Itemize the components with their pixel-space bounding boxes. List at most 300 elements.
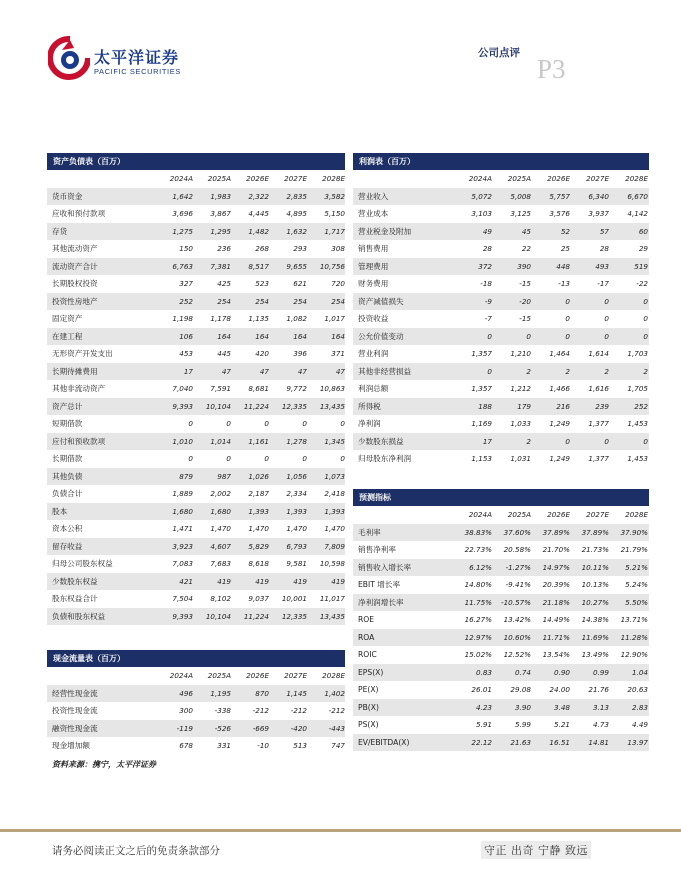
row-label: 现金增加额 [52, 741, 90, 751]
table-row [47, 573, 345, 591]
row-value: 445 [217, 349, 231, 359]
row-value: 1,275 [172, 226, 193, 236]
row-value: 1,470 [324, 524, 345, 534]
table-row [47, 275, 345, 293]
row-value: 519 [634, 261, 648, 271]
row-label: 少数股东损益 [358, 436, 404, 446]
row-label: 所得税 [358, 401, 381, 411]
row-value: 448 [556, 261, 570, 271]
row-value: 453 [179, 349, 193, 359]
row-label: 其他流动资产 [52, 244, 98, 254]
row-value: 1,357 [471, 384, 492, 394]
row-label: 营业成本 [358, 209, 389, 219]
year-header-cell: 2028E [322, 671, 345, 681]
row-value: 300 [179, 706, 193, 716]
row-label: 营业利润 [358, 349, 389, 359]
row-value: 2 [604, 366, 609, 376]
row-value: -119 [176, 723, 193, 733]
row-value: 14.97% [542, 562, 570, 572]
row-value: 425 [217, 279, 231, 289]
row-value: 0 [604, 314, 609, 324]
row-value: -18 [480, 279, 492, 289]
row-value: 327 [179, 279, 193, 289]
row-value: 2 [526, 366, 531, 376]
year-header-cell: 2027E [284, 671, 307, 681]
row-value: 0 [302, 419, 307, 429]
row-label: ROA [358, 632, 375, 642]
row-label: 长期借款 [52, 454, 83, 464]
row-value: 13.54% [542, 650, 570, 660]
row-value: 1,983 [210, 191, 231, 201]
row-value: 3,103 [471, 209, 492, 219]
row-value: 164 [293, 331, 307, 341]
row-value: -20 [519, 296, 531, 306]
row-value: 9,772 [286, 384, 307, 394]
row-value: 20.58% [503, 545, 531, 555]
table-row [47, 608, 345, 626]
table-row [47, 555, 345, 573]
row-value: 1,680 [210, 506, 231, 516]
row-value: 6,670 [627, 191, 648, 201]
row-label: 销售收入增长率 [358, 562, 412, 572]
row-value: 1,278 [286, 436, 307, 446]
row-label: PB(X) [358, 702, 379, 712]
row-value: 0 [487, 366, 492, 376]
pacific-logo-icon [48, 36, 90, 82]
table-row [353, 611, 649, 629]
footer-disclaimer: 请务必阅读正文之后的免责条款部分 [52, 845, 220, 857]
row-value: 8,517 [248, 261, 269, 271]
row-label: 营业收入 [358, 191, 389, 201]
row-label: 短期借款 [52, 419, 83, 429]
row-value: 29 [638, 244, 648, 254]
row-value: -9.41% [505, 580, 531, 590]
row-value: 150 [179, 244, 193, 254]
row-value: 0 [340, 419, 345, 429]
year-header-cell: 2028E [625, 174, 648, 184]
row-label: 股东权益合计 [52, 594, 98, 604]
row-value: 13,435 [319, 401, 345, 411]
row-label: 财务费用 [358, 279, 389, 289]
row-value: -9 [484, 296, 492, 306]
year-header-row [353, 506, 649, 524]
footer-divider [0, 829, 681, 832]
row-value: 3,867 [210, 209, 231, 219]
row-value: 8,102 [210, 594, 231, 604]
row-value: 0 [643, 314, 648, 324]
row-value: -17 [597, 279, 609, 289]
row-value: 1,161 [248, 436, 269, 446]
year-header-cell: 2025A [507, 174, 531, 184]
row-value: 2.83 [631, 702, 648, 712]
row-value: 11.69% [581, 632, 609, 642]
table-row [353, 664, 649, 682]
row-value: 0 [188, 419, 193, 429]
row-value: 28 [599, 244, 609, 254]
row-value: 29.08 [510, 685, 531, 695]
row-value: 1,393 [248, 506, 269, 516]
row-value: 14.81 [588, 737, 609, 747]
row-value: 3,937 [588, 209, 609, 219]
row-label: 归母股东净利润 [358, 454, 412, 464]
row-value: -10.57% [501, 597, 531, 607]
table-row [353, 433, 649, 451]
year-header-cell: 2026E [547, 510, 570, 520]
row-value: 0 [604, 331, 609, 341]
forecast-indicators-table [353, 489, 649, 751]
row-value: 1,470 [210, 524, 231, 534]
row-value: 1,464 [549, 349, 570, 359]
row-value: 10.13% [581, 580, 609, 590]
table-row [47, 468, 345, 486]
table-row [353, 310, 649, 328]
row-value: 6.12% [469, 562, 492, 572]
year-header-row [353, 170, 649, 188]
row-value: 2,002 [210, 489, 231, 499]
table-row [47, 433, 345, 451]
row-label: 利润总额 [358, 384, 389, 394]
row-value: 1,453 [627, 419, 648, 429]
table-row [47, 503, 345, 521]
table-title: 预测指标 [353, 489, 649, 506]
source-note: 资料来源：携宁，太平洋证券 [52, 760, 156, 769]
row-label: 货币资金 [52, 191, 83, 201]
row-value: 38.83% [464, 527, 492, 537]
row-value: 1,031 [510, 454, 531, 464]
table-row [353, 293, 649, 311]
table-row [47, 538, 345, 556]
row-value: 5.21% [625, 562, 648, 572]
logo-text-en: PACIFIC SECURITIES [94, 67, 181, 76]
row-value: 254 [255, 296, 269, 306]
table-row [47, 398, 345, 416]
row-value: 254 [293, 296, 307, 306]
row-value: 49 [482, 226, 492, 236]
row-value: 1,017 [324, 314, 345, 324]
row-label: 资本公积 [52, 524, 83, 534]
row-value: 2,322 [248, 191, 269, 201]
row-label: 经营性现金流 [52, 688, 98, 698]
row-label: 其他负债 [52, 471, 83, 481]
row-value: 371 [331, 349, 345, 359]
row-value: 1,642 [172, 191, 193, 201]
table-row [47, 450, 345, 468]
row-value: 14.80% [464, 580, 492, 590]
row-label: PE(X) [358, 685, 379, 695]
row-value: 1,453 [627, 454, 648, 464]
row-value: 1,145 [286, 688, 307, 698]
row-value: -338 [214, 706, 231, 716]
row-value: 1,249 [549, 419, 570, 429]
row-value: 1,393 [324, 506, 345, 516]
row-label: 销售净利率 [358, 545, 396, 555]
row-value: 1,014 [210, 436, 231, 446]
row-value: 419 [331, 576, 345, 586]
row-value: 0 [302, 454, 307, 464]
balance-sheet-table [47, 153, 345, 625]
row-value: 14.49% [542, 615, 570, 625]
year-header-cell: 2024A [169, 174, 193, 184]
table-body [353, 506, 649, 751]
year-header-cell: 2028E [322, 174, 345, 184]
row-value: 45 [521, 226, 531, 236]
table-row [353, 524, 649, 542]
table-row [353, 363, 649, 381]
row-value: 3,696 [172, 209, 193, 219]
row-value: 20.39% [542, 580, 570, 590]
row-label: 投资性房地产 [52, 296, 98, 306]
row-label: 投资收益 [358, 314, 389, 324]
row-label: 管理费用 [358, 261, 389, 271]
row-value: 1,026 [248, 471, 269, 481]
table-row [47, 415, 345, 433]
company-logo [48, 36, 181, 82]
table-row [353, 450, 649, 468]
table-title: 资产负债表（百万） [47, 153, 345, 170]
row-value: 1,249 [549, 454, 570, 464]
row-value: 11.28% [620, 632, 648, 642]
row-value: -669 [252, 723, 269, 733]
row-value: 3.13 [592, 702, 609, 712]
row-label: EV/EBITDA(X) [358, 737, 410, 747]
row-value: 5.91 [475, 720, 492, 730]
row-value: 1,470 [248, 524, 269, 534]
row-value: 0 [565, 296, 570, 306]
table-row [353, 576, 649, 594]
row-label: 归母公司股东权益 [52, 559, 113, 569]
row-value: 37.60% [503, 527, 531, 537]
row-value: 12.52% [503, 650, 531, 660]
row-value: 16.51 [549, 737, 570, 747]
row-value: 1,614 [588, 349, 609, 359]
row-value: 1,295 [210, 226, 231, 236]
row-value: 1,135 [248, 314, 269, 324]
table-row [353, 559, 649, 577]
row-value: 2,187 [248, 489, 269, 499]
row-label: ROIC [358, 650, 377, 660]
row-value: 1,393 [286, 506, 307, 516]
row-label: ROE [358, 615, 375, 625]
year-header-row [47, 667, 345, 685]
row-value: 12.90% [620, 650, 648, 660]
row-value: 22.12 [471, 737, 492, 747]
row-label: 长期待摊费用 [52, 366, 98, 376]
row-value: 1.04 [631, 667, 648, 677]
row-value: 396 [293, 349, 307, 359]
table-body [47, 170, 345, 625]
row-value: 13.97 [627, 737, 648, 747]
table-row [47, 685, 345, 703]
row-value: 1,357 [471, 349, 492, 359]
row-value: 3,923 [172, 541, 193, 551]
row-value: 4,607 [210, 541, 231, 551]
row-value: 0 [340, 454, 345, 464]
table-row [47, 223, 345, 241]
row-value: 7,683 [210, 559, 231, 569]
table-title: 现金流量表（百万） [47, 650, 345, 667]
row-value: 0 [643, 331, 648, 341]
row-label: 其他非流动资产 [52, 384, 106, 394]
row-value: 420 [255, 349, 269, 359]
table-row [353, 345, 649, 363]
row-value: 496 [179, 688, 193, 698]
row-value: 5,757 [549, 191, 570, 201]
row-label: 公允价值变动 [358, 331, 404, 341]
row-label: 应付和预收款项 [52, 436, 106, 446]
row-label: 资产减值损失 [358, 296, 404, 306]
row-value: 57 [599, 226, 609, 236]
row-value: 1,169 [471, 419, 492, 429]
row-value: 20.63 [627, 685, 648, 695]
row-value: -15 [519, 314, 531, 324]
row-value: 17 [482, 436, 492, 446]
row-value: -212 [252, 706, 269, 716]
row-value: 7,083 [172, 559, 193, 569]
row-value: 10,863 [319, 384, 345, 394]
row-value: 4,142 [627, 209, 648, 219]
row-value: 5.50% [625, 597, 648, 607]
row-value: 236 [217, 244, 231, 254]
row-value: 3,576 [549, 209, 570, 219]
row-value: 747 [331, 741, 345, 751]
row-value: 293 [293, 244, 307, 254]
row-value: 2 [565, 366, 570, 376]
table-row [353, 205, 649, 223]
row-value: 0 [643, 296, 648, 306]
row-value: 164 [331, 331, 345, 341]
table-row [47, 363, 345, 381]
row-value: 11,224 [243, 611, 269, 621]
table-row [47, 380, 345, 398]
row-value: 10,104 [205, 611, 231, 621]
row-label: 投资性现金流 [52, 706, 98, 716]
row-label: 净利润增长率 [358, 597, 404, 607]
row-value: 14.38% [581, 615, 609, 625]
row-label: EBIT 增长率 [358, 580, 401, 590]
row-value: 21.76 [588, 685, 609, 695]
table-row [47, 520, 345, 538]
row-label: 负债合计 [52, 489, 83, 499]
row-value: 106 [179, 331, 193, 341]
row-value: 419 [293, 576, 307, 586]
table-body [47, 667, 345, 755]
row-value: 0 [565, 314, 570, 324]
year-header-cell: 2025A [507, 510, 531, 520]
table-row [47, 345, 345, 363]
table-row [353, 734, 649, 752]
row-value: 1,153 [471, 454, 492, 464]
row-value: 21.73% [581, 545, 609, 555]
row-value: 9,581 [286, 559, 307, 569]
row-value: 7,809 [324, 541, 345, 551]
row-value: 12,335 [281, 611, 307, 621]
year-header-cell: 2024A [468, 510, 492, 520]
row-value: 5,150 [324, 209, 345, 219]
table-row [353, 380, 649, 398]
row-value: 879 [179, 471, 193, 481]
row-value: 0 [264, 454, 269, 464]
row-value: 47 [335, 366, 345, 376]
row-value: 2 [526, 436, 531, 446]
year-header-cell: 2028E [625, 510, 648, 520]
row-value: 6,340 [588, 191, 609, 201]
year-header-cell: 2027E [586, 174, 609, 184]
row-label: 销售费用 [358, 244, 389, 254]
row-value: 10.11% [581, 562, 609, 572]
row-value: 5.21 [553, 720, 570, 730]
row-value: 0.90 [553, 667, 570, 677]
row-label: 负债和股东权益 [52, 611, 106, 621]
row-label: 存货 [52, 226, 68, 236]
row-value: 678 [179, 741, 193, 751]
row-label: 营业税金及附加 [358, 226, 412, 236]
row-value: 4.73 [592, 720, 609, 730]
row-label: 无形资产开发支出 [52, 349, 113, 359]
row-value: 1,377 [588, 419, 609, 429]
row-value: -15 [519, 279, 531, 289]
row-value: 10,756 [319, 261, 345, 271]
row-value: 2 [643, 366, 648, 376]
table-row [47, 240, 345, 258]
table-row [47, 293, 345, 311]
row-value: 11.71% [542, 632, 570, 642]
row-value: 37.90% [620, 527, 648, 537]
row-value: -526 [214, 723, 231, 733]
row-value: 52 [560, 226, 570, 236]
row-value: 22.73% [464, 545, 492, 555]
row-value: 10,104 [205, 401, 231, 411]
row-label: 股本 [52, 506, 68, 516]
table-row [353, 188, 649, 206]
row-value: 11,224 [243, 401, 269, 411]
row-value: 13.42% [503, 615, 531, 625]
row-value: 9,037 [248, 594, 269, 604]
row-value: 372 [478, 261, 492, 271]
year-header-cell: 2024A [169, 671, 193, 681]
table-row [353, 415, 649, 433]
row-value: 493 [595, 261, 609, 271]
row-value: 0 [643, 436, 648, 446]
row-value: 0 [188, 454, 193, 464]
row-value: 1,010 [172, 436, 193, 446]
year-header-cell: 2025A [207, 174, 231, 184]
row-value: 17 [183, 366, 193, 376]
row-value: 1,033 [510, 419, 531, 429]
row-value: 179 [517, 401, 531, 411]
row-value: -7 [484, 314, 492, 324]
row-value: 10,598 [319, 559, 345, 569]
row-label: 留存收益 [52, 541, 83, 551]
row-value: 16.27% [464, 615, 492, 625]
cash-flow-table [47, 650, 345, 755]
row-value: -443 [328, 723, 345, 733]
row-value: 1,082 [286, 314, 307, 324]
row-label: 净利润 [358, 419, 381, 429]
row-value: 1,616 [588, 384, 609, 394]
row-value: 1,471 [172, 524, 193, 534]
row-value: 4,895 [286, 209, 307, 219]
row-value: 5.99 [514, 720, 531, 730]
row-value: 252 [634, 401, 648, 411]
row-value: 11,017 [319, 594, 345, 604]
row-value: 9,393 [172, 401, 193, 411]
year-header-row [47, 170, 345, 188]
row-value: 60 [638, 226, 648, 236]
row-label: 在建工程 [52, 331, 83, 341]
year-header-cell: 2027E [284, 174, 307, 184]
row-value: 1,703 [627, 349, 648, 359]
row-value: -13 [558, 279, 570, 289]
